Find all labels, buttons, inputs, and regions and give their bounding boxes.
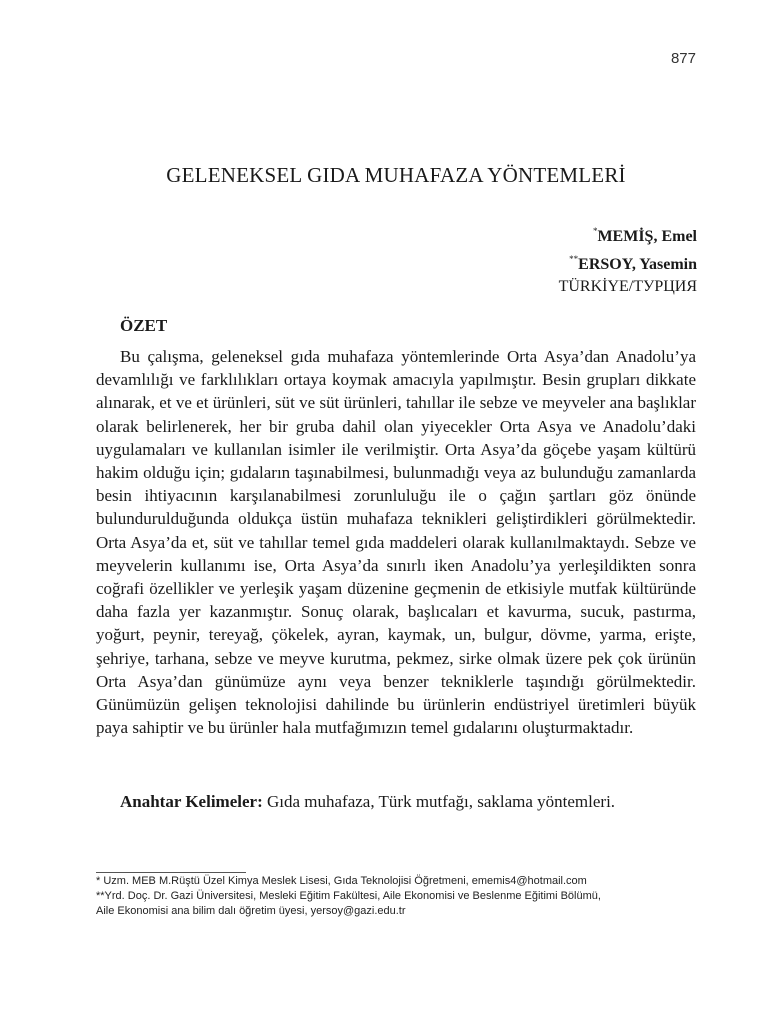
abstract-paragraph: Bu çalışma, geleneksel gıda muhafaza yöntemlerinde Orta Asya’dan Anadolu’ya devamlılığı ve farklılıkları ortaya koymak amacıyla yapılmıştır. Besin grupları dikkate alınarak, et ve et ürünleri, süt ve süt ürünleri, tahıllar ile sebze ve meyveler ana başlıklar olarak belirlenerek, her bir gruba dahil olan yiyecekler Orta Asya ve Anadolu’daki uygulamaları ve kullanılan isimler ile verilmiştir. Orta Asya’da göçebe yaşam kültürü hakim olduğu için; gıdaların taşınabilmesi, bulunmadığı veya az bulunduğu zamanlarda besin ihtiyacının karşılanabilmesi zorunluluğu ile o çağın şartları göz önünde bulundurulduğunda oldukça üstün muhafaza teknikleri geliştirdikleri görülmektedir. Orta Asya’da et, süt ve tahıllar temel gıda maddeleri olarak kullanılmaktaydı. Sebze ve meyvelerin kullanımı ise, Orta Asya’da sınırlı iken Anadolu’ya yerleşildikten sonra coğrafi özellikler ve yerleşik yaşam düzenine geçmenin de etkisiyle mutfak kültüründe daha fazla yer kazanmıştır. Sonuç olarak, başlıcaları et kavurma, sucuk, pastırma, yoğurt, peynir, tereyağ, çökelek, ayran, kaymak, un, bulgur, dövme, yarma, erişte, şehriye, tarhana, sebze ve meyve kurutma, pekmez, sirke olmak üzere pek çok ürünün Orta Asya’dan günümüze aynı veya benzer tekniklerle taşındığı görülmektedir. Günümüzün gelişen teknolojisi dahilinde bu ürünlerin endüstriyel üretimleri büyük paya sahiptir ve bu ürünler hala mutfağımızın temel gıdalarını oluşturmaktadır. [96,347,696,738]
author-footnote-mark: ** [569,254,579,264]
abstract-heading: ÖZET [120,316,168,335]
page-number: 877 [670,50,696,67]
author-footnote-mark: * [592,226,598,236]
keywords-paragraph [96,790,696,813]
footnote-line: Aile Ekonomisi ana bilim dalı öğretim üyesi, yersoy@gazi.edu.tr [96,905,406,917]
keywords-text: Gıda muhafaza, Türk mutfağı, saklama yöntemleri. [266,792,616,811]
footnote-divider [96,872,246,873]
footnote-line: **Yrd. Doç. Dr. Gazi Üniversitesi, Mesleki Eğitim Fakültesi, Aile Ekonomisi ve Beslenme Eğitimi Bölümü, [96,890,601,902]
author-block [559,220,697,298]
footnotes [96,874,706,919]
author-line [559,248,697,276]
author-name: ERSOY, Yasemin [578,256,697,273]
footnote-line: * Uzm. MEB M.Rüştü Üzel Kimya Meslek Lisesi, Gıda Teknolojisi Öğretmeni, ememis4@hotmail.com [96,875,587,887]
paper-title: GELENEKSEL GIDA MUHAFAZA YÖNTEMLERİ [166,163,626,187]
author-name: MEMİŞ, Emel [597,228,697,245]
author-line [559,220,697,248]
keywords-label: Anahtar Kelimeler: [120,792,263,811]
author-country: TÜRKİYE/ТУРЦИЯ [558,278,697,295]
